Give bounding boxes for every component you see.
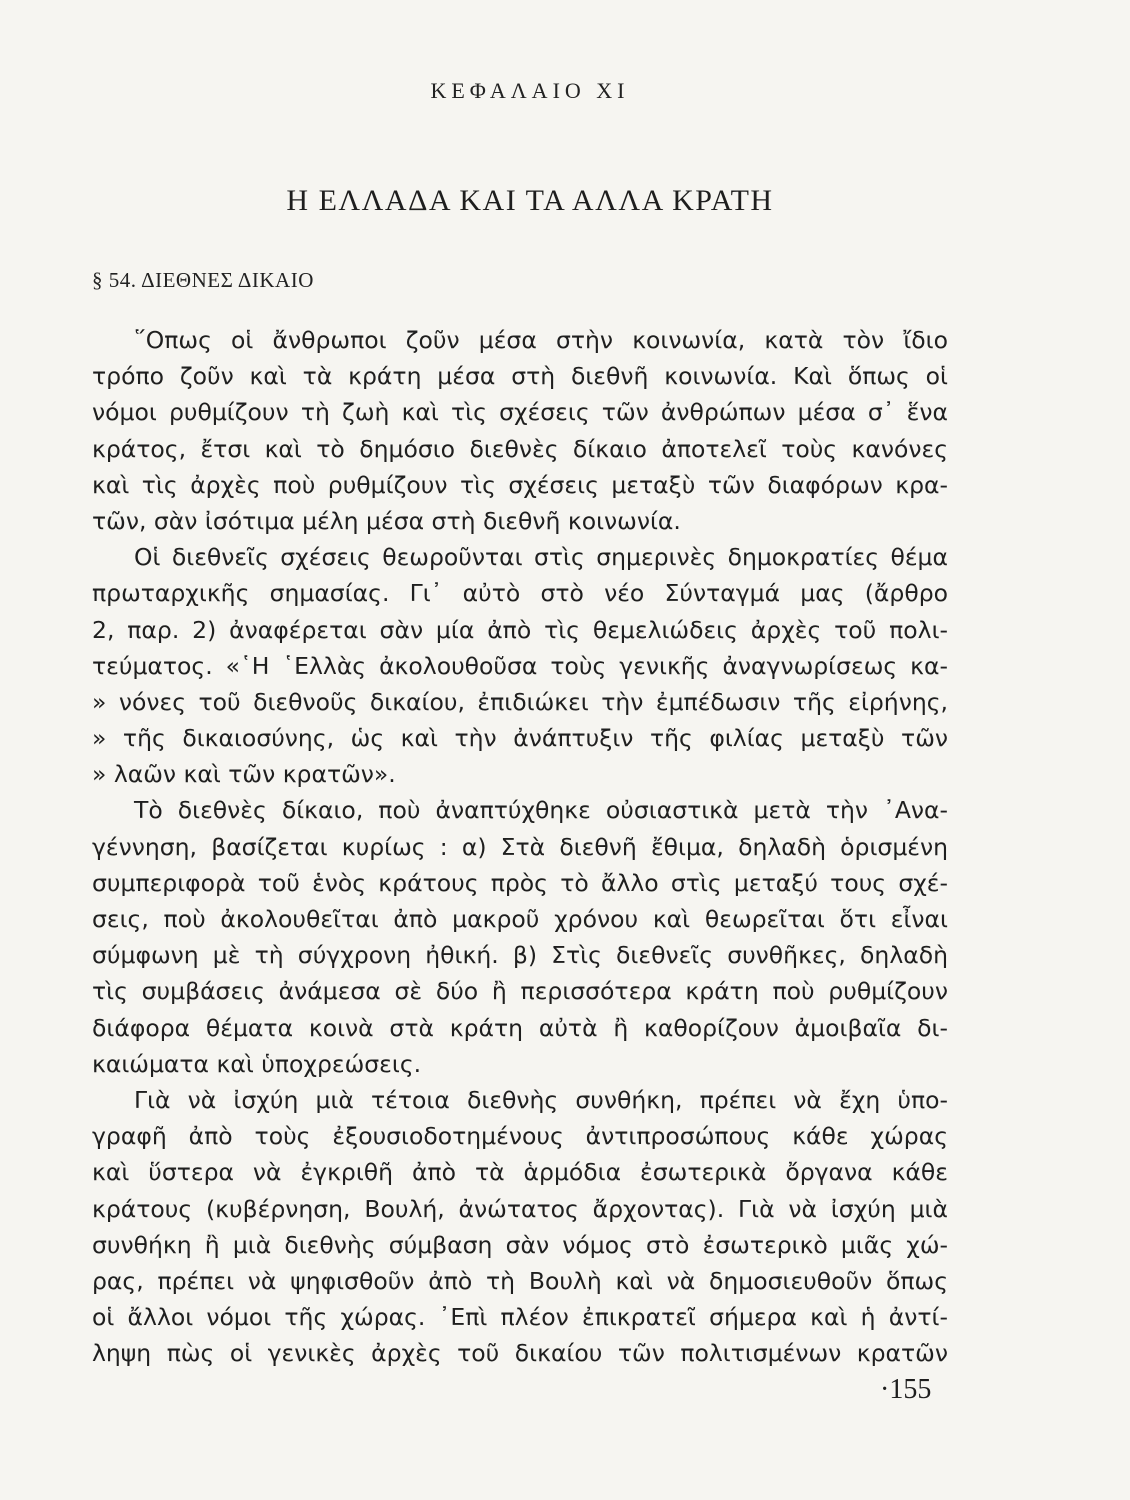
text-line: νόμοι ρυθμίζουν τὴ ζωὴ καὶ τὶς σχέσεις τῶν ἀνθρώπων μέσα σ᾽ ἕνα bbox=[92, 398, 948, 427]
text-line: τρόπο ζοῦν καὶ τὰ κράτη μέσα στὴ διεθνῆ κοινωνία. Καὶ ὅπως οἱ bbox=[92, 362, 948, 391]
text-line: Γιὰ νὰ ἰσχύη μιὰ τέτοια διεθνὴς συνθήκη, πρέπει νὰ ἔχη ὑπο- bbox=[134, 1085, 948, 1114]
text-line: συνθήκη ἢ μιὰ διεθνὴς σύμβαση σὰν νόμος στὸ ἐσωτερικὸ μιᾶς χώ- bbox=[92, 1230, 948, 1259]
text-line: τεύματος. «῾Η ῾Ελλὰς ἀκολουθοῦσα τοὺς γενικῆς ἀναγνωρίσεως κα- bbox=[92, 651, 948, 680]
text-line: κράτους (κυβέρνηση, Βουλή, ἀνώτατος ἄρχοντας). Γιὰ νὰ ἰσχύη μιὰ bbox=[92, 1194, 948, 1223]
text-line: Τὸ διεθνὲς δίκαιο, ποὺ ἀναπτύχθηκε οὐσιαστικὰ μετὰ τὴν ᾿Ανα- bbox=[134, 796, 948, 825]
text-line: γέννηση, βασίζεται κυρίως : α) Στὰ διεθνῆ ἔθιμα, δηλαδὴ ὁρισμένη bbox=[92, 832, 948, 861]
text-line: συμπεριφορὰ τοῦ ἑνὸς κράτους πρὸς τὸ ἄλλο στὶς μεταξύ τους σχέ- bbox=[92, 868, 948, 897]
text-line: » τῆς δικαιοσύνης, ὡς καὶ τὴν ἀνάπτυξιν τῆς φιλίας μεταξὺ τῶν bbox=[92, 724, 948, 753]
page-number: ·155 bbox=[880, 1374, 932, 1405]
text-line: 2, παρ. 2) ἀναφέρεται σὰν μία ἀπὸ τὶς θεμελιώδεις ἀρχὲς τοῦ πολι- bbox=[92, 615, 948, 644]
text-line: καὶ ὕστερα νὰ ἐγκριθῆ ἀπὸ τὰ ἁρμόδια ἐσωτερικὰ ὄργανα κάθε bbox=[92, 1158, 948, 1187]
text-line: ῞Οπως οἱ ἄνθρωποι ζοῦν μέσα στὴν κοινωνία, κατὰ τὸν ἴδιο bbox=[134, 326, 948, 354]
text-line: » λαῶν καὶ τῶν κρατῶν». bbox=[92, 760, 396, 789]
text-line: γραφῆ ἀπὸ τοὺς ἐξουσιοδοτημένους ἀντιπροσώπους κάθε χώρας bbox=[92, 1122, 948, 1151]
text-line: πρωταρχικῆς σημασίας. Γι᾽ αὐτὸ στὸ νέο Σύνταγμά μας (ἄρθρο bbox=[92, 579, 948, 608]
chapter-title: Η ΕΛΛΑΔΑ ΚΑΙ ΤΑ ΑΛΛΑ ΚΡΑΤΗ bbox=[286, 184, 774, 217]
text-line: κράτος, ἔτσι καὶ τὸ δημόσιο διεθνὲς δίκαιο ἀποτελεῖ τοὺς κανόνες bbox=[92, 434, 948, 463]
text-line: τὶς συμβάσεις ἀνάμεσα σὲ δύο ἢ περισσότερα κράτη ποὺ ρυθμίζουν bbox=[92, 977, 948, 1006]
text-line: τῶν, σὰν ἰσότιμα μέλη μέσα στὴ διεθνῆ κοινωνία. bbox=[92, 506, 681, 535]
text-line: Οἱ διεθνεῖς σχέσεις θεωροῦνται στὶς σημερινὲς δημοκρατίες θέμα bbox=[134, 543, 948, 572]
text-line: ληψη πὼς οἱ γενικὲς ἀρχὲς τοῦ δικαίου τῶν πολιτισμένων κρατῶν bbox=[92, 1339, 948, 1368]
section-heading: § 54. ΔΙΕΘΝΕΣ ΔΙΚΑΙΟ bbox=[92, 268, 314, 292]
text-line: σεις, ποὺ ἀκολουθεῖται ἀπὸ μακροῦ χρόνου καὶ θεωρεῖται ὅτι εἶναι bbox=[92, 905, 948, 933]
text-line: διάφορα θέματα κοινὰ στὰ κράτη αὐτὰ ἢ καθορίζουν ἀμοιβαῖα δι- bbox=[92, 1013, 948, 1042]
text-line: καὶ τὶς ἀρχὲς ποὺ ρυθμίζουν τὶς σχέσεις μεταξὺ τῶν διαφόρων κρα- bbox=[92, 470, 948, 499]
body-text bbox=[92, 322, 948, 1371]
chapter-label: ΚΕΦΑΛΑΙΟ XI bbox=[430, 78, 630, 103]
text-line: καιώματα καὶ ὑποχρεώσεις. bbox=[92, 1049, 422, 1078]
text-line: οἱ ἄλλοι νόμοι τῆς χώρας. ᾿Επὶ πλέον ἐπικρατεῖ σήμερα καὶ ἡ ἀντί- bbox=[92, 1303, 948, 1332]
text-line: » νόνες τοῦ διεθνοῦς δικαίου, ἐπιδιώκει τὴν ἐμπέδωσιν τῆς εἰρήνης, bbox=[92, 687, 948, 716]
text-line: σύμφωνη μὲ τὴ σύγχρονη ἠθική. β) Στὶς διεθνεῖς συνθῆκες, δηλαδὴ bbox=[92, 941, 948, 970]
text-line: ρας, πρέπει νὰ ψηφισθοῦν ἀπὸ τὴ Βουλὴ καὶ νὰ δημοσιευθοῦν ὅπως bbox=[92, 1266, 948, 1295]
